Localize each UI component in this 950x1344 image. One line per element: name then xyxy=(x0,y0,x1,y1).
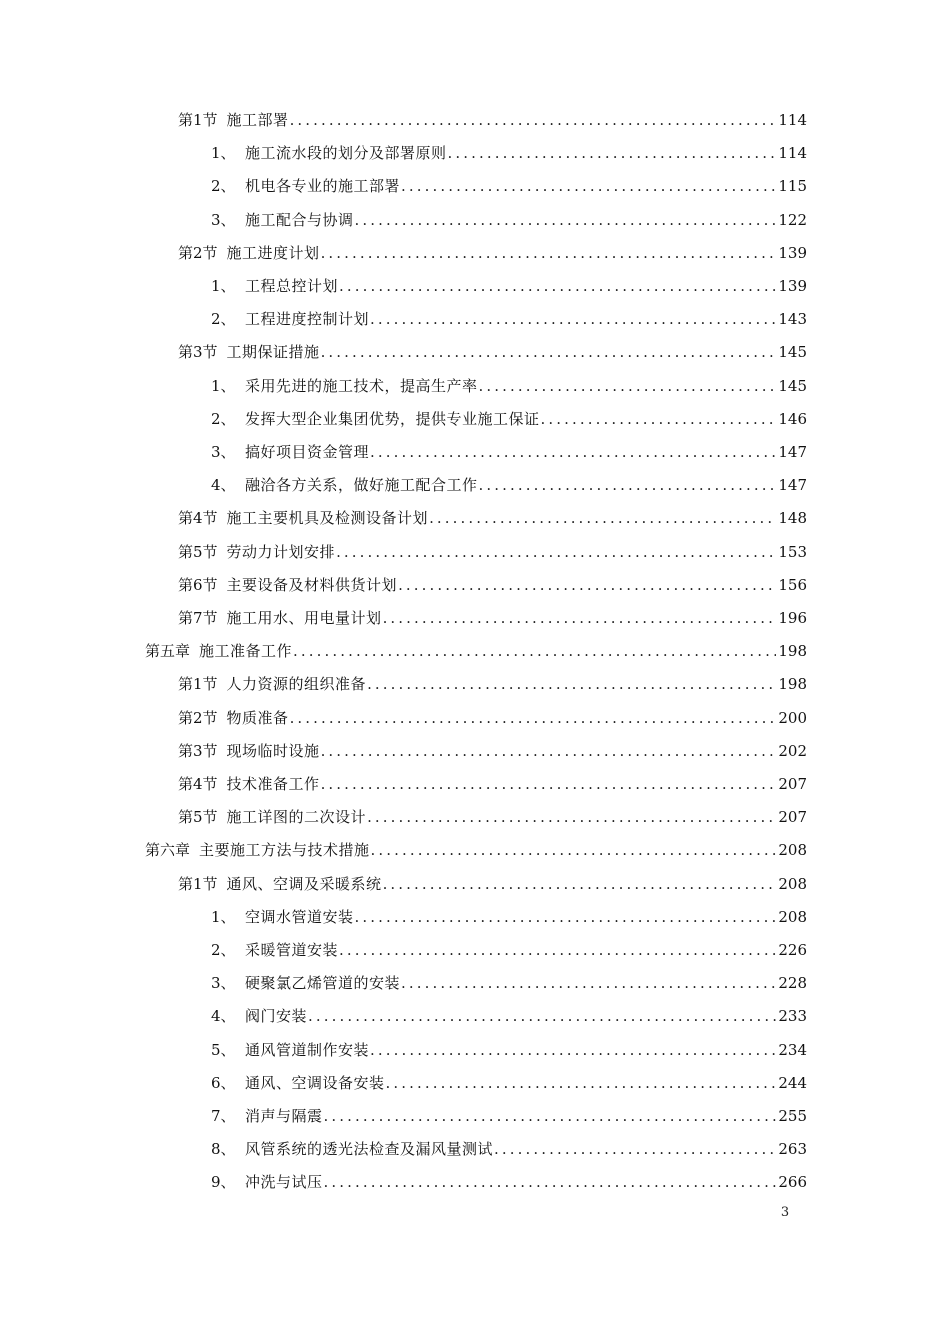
toc-entry[interactable] xyxy=(178,801,807,834)
toc-dot-leader xyxy=(370,303,776,336)
toc-dot-leader xyxy=(367,668,776,701)
toc-entry-number: 4、 xyxy=(211,1007,236,1026)
toc-entry-title: 机电各专业的施工部署 xyxy=(245,177,401,196)
toc-entry-page-number: 114 xyxy=(778,111,807,129)
toc-dot-leader xyxy=(336,536,776,569)
toc-entry-page-number: 145 xyxy=(778,376,807,395)
toc-entry[interactable] xyxy=(178,735,807,768)
toc-entry[interactable] xyxy=(178,702,807,735)
toc-entry-title: 融洽各方关系，做好施工配合工作 xyxy=(245,476,478,495)
toc-entry-number: 4、 xyxy=(211,476,236,495)
toc-entry-title: 搞好项目资金管理 xyxy=(245,443,370,461)
toc-dot-leader xyxy=(479,469,776,502)
toc-entry-title: 风管系统的透光法检查及漏风量测试 xyxy=(245,1140,494,1159)
toc-entry-number: 第1节 xyxy=(178,675,218,694)
toc-entry-title: 施工配合与协调 xyxy=(245,210,354,229)
toc-entry-number: 第5节 xyxy=(178,808,218,827)
toc-entry-number: 3、 xyxy=(211,210,236,229)
toc-dot-leader xyxy=(479,370,776,403)
toc-entry-number: 6、 xyxy=(211,1073,236,1092)
toc-entry[interactable] xyxy=(211,270,807,303)
toc-entry[interactable] xyxy=(211,436,807,469)
toc-entry-page-number: 145 xyxy=(778,343,807,362)
toc-entry-page-number: 244 xyxy=(778,1073,807,1092)
toc-dot-leader xyxy=(371,834,776,867)
toc-entry-title: 施工主要机具及检测设备计划 xyxy=(226,509,429,528)
toc-dot-leader xyxy=(321,336,776,369)
toc-entry-number: 1、 xyxy=(211,144,236,163)
toc-entry-title: 采用先进的施工技术，提高生产率 xyxy=(245,376,478,395)
toc-dot-leader xyxy=(355,204,776,237)
toc-entry-number: 第2节 xyxy=(178,243,218,262)
toc-entry-page-number: 208 xyxy=(778,907,807,926)
toc-entry[interactable] xyxy=(211,967,807,1000)
toc-entry-page-number: 207 xyxy=(778,775,807,793)
toc-entry-page-number: 263 xyxy=(778,1140,807,1159)
toc-dot-leader xyxy=(308,1000,776,1033)
toc-entry-number: 第4节 xyxy=(178,775,218,793)
toc-entry-page-number: 255 xyxy=(778,1107,807,1125)
toc-dot-leader xyxy=(321,237,776,270)
toc-entry-number: 第3节 xyxy=(178,343,218,362)
toc-entry-title: 施工进度计划 xyxy=(226,243,320,262)
toc-entry-page-number: 114 xyxy=(778,144,807,163)
toc-entry-title: 主要施工方法与技术措施 xyxy=(199,841,370,860)
toc-dot-leader xyxy=(355,901,776,934)
toc-entry-page-number: 226 xyxy=(778,941,807,959)
toc-entry[interactable] xyxy=(178,668,807,701)
toc-entry-number: 第6节 xyxy=(178,575,218,594)
toc-entry[interactable] xyxy=(211,1000,807,1033)
toc-entry-number: 第5节 xyxy=(178,542,218,561)
toc-entry-number: 1、 xyxy=(211,907,236,926)
toc-entry[interactable] xyxy=(211,1166,807,1199)
toc-entry-number: 9、 xyxy=(211,1173,236,1192)
toc-entry-title: 现场临时设施 xyxy=(226,741,320,760)
toc-entry-number: 第1节 xyxy=(178,874,218,893)
toc-entry[interactable] xyxy=(211,303,807,336)
toc-entry[interactable] xyxy=(211,403,807,436)
toc-dot-leader xyxy=(386,1067,776,1100)
toc-entry[interactable] xyxy=(211,1067,807,1100)
toc-entry-title: 通风、空调设备安装 xyxy=(245,1073,385,1092)
toc-entry-number: 8、 xyxy=(211,1140,236,1159)
toc-entry-title: 主要设备及材料供货计划 xyxy=(226,575,398,594)
toc-dot-leader xyxy=(367,801,776,834)
toc-dot-leader xyxy=(290,702,776,735)
toc-dot-leader xyxy=(339,270,776,303)
toc-dot-leader xyxy=(321,735,776,768)
toc-dot-leader xyxy=(324,1166,776,1199)
toc-entry-number: 1、 xyxy=(211,376,236,395)
toc-entry-number: 1、 xyxy=(211,277,236,295)
toc-entry-title: 通风、空调及采暖系统 xyxy=(226,874,382,893)
toc-entry-page-number: 122 xyxy=(778,210,807,229)
toc-dot-leader xyxy=(370,436,776,469)
toc-entry-title: 施工部署 xyxy=(226,111,289,129)
toc-entry[interactable] xyxy=(178,569,807,602)
toc-entry-page-number: 153 xyxy=(778,542,807,561)
toc-entry-number: 第3节 xyxy=(178,741,218,760)
toc-dot-leader xyxy=(324,1100,776,1133)
toc-entry-number: 第4节 xyxy=(178,509,218,528)
toc-dot-leader xyxy=(494,1133,776,1166)
toc-entry-page-number: 146 xyxy=(778,409,807,428)
toc-entry-title: 空调水管道安装 xyxy=(245,907,354,926)
toc-entry-title: 工程进度控制计划 xyxy=(245,310,370,329)
toc-entry-number: 2、 xyxy=(211,941,236,959)
toc-entry-title: 通风管道制作安装 xyxy=(245,1040,370,1059)
toc-entry[interactable] xyxy=(145,635,807,668)
toc-entry-number: 2、 xyxy=(211,177,236,196)
toc-entry-number: 第1节 xyxy=(178,111,218,129)
toc-entry-page-number: 208 xyxy=(778,874,807,893)
toc-entry-page-number: 233 xyxy=(778,1007,807,1026)
toc-entry[interactable] xyxy=(211,170,807,203)
toc-dot-leader xyxy=(448,137,776,170)
toc-entry-page-number: 147 xyxy=(778,476,807,495)
toc-entry-title: 冲洗与试压 xyxy=(245,1173,323,1192)
toc-entry-title: 技术准备工作 xyxy=(226,775,320,793)
toc-entry-page-number: 196 xyxy=(778,609,807,627)
page-number: 3 xyxy=(780,1205,790,1220)
toc-entry[interactable] xyxy=(145,834,807,867)
toc-entry-page-number: 200 xyxy=(778,708,807,727)
toc-dot-leader xyxy=(401,170,776,203)
toc-entry-title: 发挥大型企业集团优势，提供专业施工保证 xyxy=(245,409,540,428)
toc-entry[interactable] xyxy=(178,237,807,270)
toc-entry[interactable] xyxy=(178,536,807,569)
toc-entry[interactable] xyxy=(211,1100,807,1133)
toc-entry-title: 采暖管道安装 xyxy=(245,941,339,959)
toc-entry-title: 施工准备工作 xyxy=(199,642,293,661)
toc-dot-leader xyxy=(429,502,776,535)
toc-entry-number: 2、 xyxy=(211,310,236,329)
toc-entry-number: 3、 xyxy=(211,974,236,993)
toc-entry-number: 第2节 xyxy=(178,708,218,727)
toc-dot-leader xyxy=(383,602,776,635)
toc-entry[interactable] xyxy=(178,768,807,801)
toc-entry-number: 第7节 xyxy=(178,609,218,627)
toc-entry-title: 阀门安装 xyxy=(245,1007,308,1026)
toc-dot-leader xyxy=(401,967,776,1000)
toc-entry-title: 物质准备 xyxy=(226,708,289,727)
toc-entry-title: 消声与隔震 xyxy=(245,1107,323,1125)
toc-entry-page-number: 115 xyxy=(778,177,807,196)
toc-entry-page-number: 208 xyxy=(778,841,807,860)
toc-entry-title: 劳动力计划安排 xyxy=(226,542,336,561)
toc-entry-number: 5、 xyxy=(211,1040,236,1059)
toc-entry-page-number: 198 xyxy=(778,675,807,694)
toc-dot-leader xyxy=(370,1034,776,1067)
toc-entry-page-number: 228 xyxy=(778,974,807,993)
toc-entry[interactable] xyxy=(178,336,807,369)
toc-entry[interactable] xyxy=(211,204,807,237)
toc-entry-number: 第五章 xyxy=(145,642,191,661)
toc-entry[interactable] xyxy=(211,137,807,170)
toc-entry-title: 施工流水段的划分及部署原则 xyxy=(245,144,447,163)
toc-entry-page-number: 139 xyxy=(778,243,807,262)
toc-dot-leader xyxy=(293,635,776,668)
toc-entry[interactable] xyxy=(211,934,807,967)
toc-entry[interactable] xyxy=(211,1133,807,1166)
toc-entry-number: 3、 xyxy=(211,443,236,461)
toc-entry[interactable] xyxy=(178,502,807,535)
toc-entry-title: 工程总控计划 xyxy=(245,277,339,295)
toc-entry-title: 硬聚氯乙烯管道的安装 xyxy=(245,974,401,993)
toc-entry-page-number: 139 xyxy=(778,277,807,295)
toc-entry-title: 人力资源的组织准备 xyxy=(226,675,367,694)
toc-entry[interactable] xyxy=(211,901,807,934)
toc-entry-number: 7、 xyxy=(211,1107,236,1125)
toc-entry-page-number: 266 xyxy=(778,1173,807,1192)
toc-entry-title: 施工详图的二次设计 xyxy=(226,808,367,827)
toc-dot-leader xyxy=(541,403,776,436)
toc-entry-title: 工期保证措施 xyxy=(226,343,320,362)
toc-entry-page-number: 207 xyxy=(778,808,807,827)
toc-entry-page-number: 143 xyxy=(778,310,807,329)
toc-entry[interactable] xyxy=(211,370,807,403)
toc-entry[interactable] xyxy=(211,1034,807,1067)
toc-entry[interactable] xyxy=(178,602,807,635)
toc-entry[interactable] xyxy=(178,868,807,901)
toc-dot-leader xyxy=(383,868,776,901)
toc-entry-page-number: 147 xyxy=(778,443,807,461)
toc-entry[interactable] xyxy=(211,469,807,502)
toc-entry-page-number: 148 xyxy=(778,509,807,528)
toc-entry[interactable] xyxy=(178,104,807,137)
toc-entry-page-number: 202 xyxy=(778,741,807,760)
toc-entry-page-number: 234 xyxy=(778,1040,807,1059)
toc-entry-title: 施工用水、用电量计划 xyxy=(226,609,382,627)
toc-dot-leader xyxy=(321,768,776,801)
toc-dot-leader xyxy=(290,104,776,137)
toc-dot-leader xyxy=(398,569,776,602)
toc-dot-leader xyxy=(339,934,776,967)
toc-entry-page-number: 198 xyxy=(778,642,807,661)
toc-entry-page-number: 156 xyxy=(778,575,807,594)
toc-entry-number: 2、 xyxy=(211,409,236,428)
toc-entry-number: 第六章 xyxy=(145,841,191,860)
